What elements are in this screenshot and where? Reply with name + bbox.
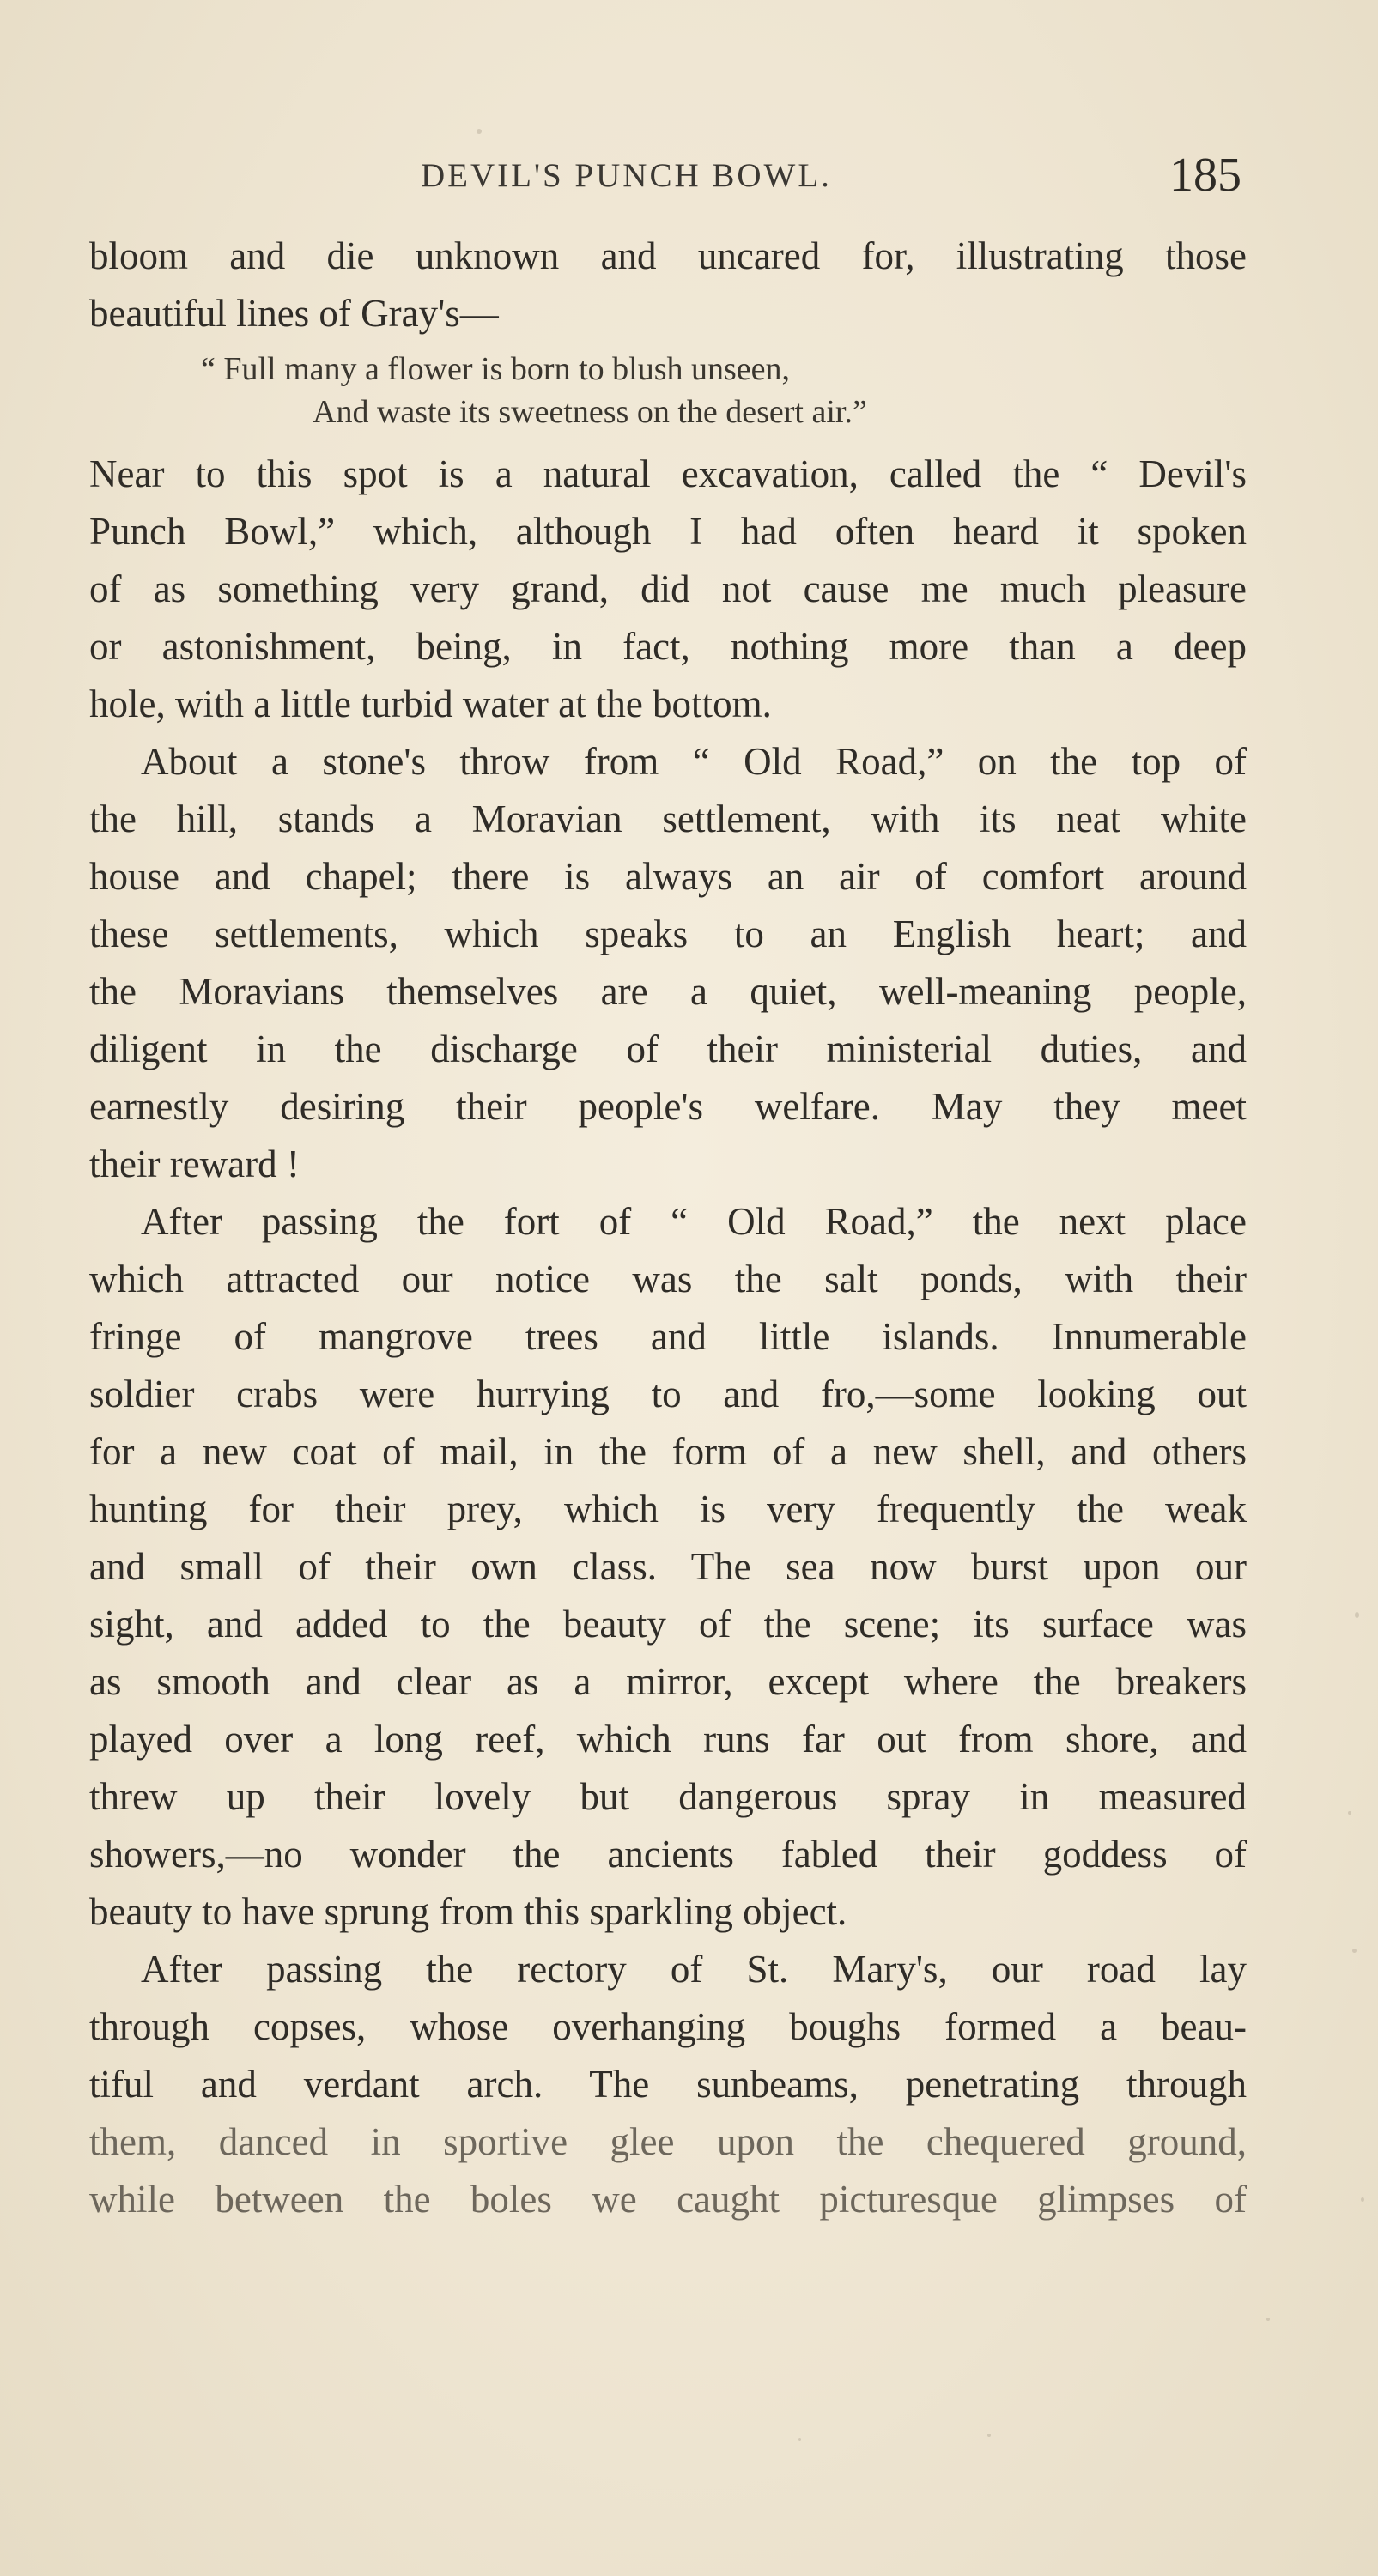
page-number: 185	[1169, 148, 1241, 202]
text-line: After passing the fort of “ Old Road,” the next place	[141, 1200, 1247, 1243]
text-line: hole, with a little turbid water at the bottom.	[89, 682, 772, 725]
text-line: or astonishment, being, in fact, nothing more than a deep	[89, 625, 1247, 668]
paragraph-3	[89, 733, 1247, 1193]
text-line: After passing the rectory of St. Mary's, our road lay	[141, 1948, 1247, 1991]
verse-line: “ Full many a flower is born to blush unseen,	[201, 351, 791, 387]
text-line: them, danced in sportive glee upon the chequered ground,	[89, 2120, 1247, 2163]
text-line: house and chapel; there is always an air of comfort around	[89, 855, 1247, 898]
paper-speck	[1361, 2197, 1364, 2202]
text-line: sight, and added to the beauty of the scene; its surface was	[89, 1603, 1247, 1646]
text-line: for a new coat of mail, in the form of a new shell, and others	[89, 1430, 1247, 1473]
paragraph-1	[89, 227, 1247, 342]
text-line: tiful and verdant arch. The sunbeams, penetrating through	[89, 2063, 1247, 2106]
body-text	[89, 227, 1247, 2228]
text-line: which attracted our notice was the salt ponds, with their	[89, 1258, 1247, 1300]
text-line: Punch Bowl,” which, although I had often heard it spoken	[89, 510, 1247, 553]
paper-speck	[987, 2434, 991, 2437]
text-line: played over a long reef, which runs far out from shore, and	[89, 1718, 1247, 1761]
paper-speck	[477, 129, 482, 134]
paper-speck	[1266, 2318, 1270, 2321]
text-line: soldier crabs were hurrying to and fro,—some looking out	[89, 1373, 1247, 1415]
verse-line: And waste its sweetness on the desert air.”	[313, 394, 867, 430]
text-line: Near to this spot is a natural excavation, called the “ Devil's	[89, 452, 1247, 495]
text-line: their reward !	[89, 1143, 300, 1185]
page-header	[0, 148, 1378, 213]
paragraph-4	[89, 1193, 1247, 1941]
text-line: fringe of mangrove trees and little islands. Innumerable	[89, 1315, 1247, 1358]
text-line: earnestly desiring their people's welfare. May they meet	[89, 1085, 1247, 1128]
text-line: beautiful lines of Gray's—	[89, 292, 499, 335]
text-line: threw up their lovely but dangerous spray in measured	[89, 1775, 1247, 1818]
text-line: the Moravians themselves are a quiet, well-meaning people,	[89, 970, 1247, 1013]
text-line: of as something very grand, did not cause me much pleasure	[89, 567, 1247, 610]
text-line: bloom and die unknown and uncared for, illustrating those	[89, 234, 1247, 277]
text-line: hunting for their prey, which is very frequently the weak	[89, 1488, 1247, 1530]
text-line: About a stone's throw from “ Old Road,” on the top of	[141, 740, 1247, 783]
quoted-verse	[89, 342, 1247, 445]
paper-speck	[1348, 1811, 1351, 1815]
paper-speck	[1352, 1949, 1357, 1953]
paper-speck	[1355, 1612, 1359, 1618]
text-line: diligent in the discharge of their ministerial duties, and	[89, 1027, 1247, 1070]
text-line: beauty to have sprung from this sparkling object.	[89, 1890, 847, 1933]
text-line: and small of their own class. The sea now burst upon our	[89, 1545, 1247, 1588]
text-line: through copses, whose overhanging boughs formed a beau-	[89, 2005, 1247, 2048]
paper-speck	[798, 2438, 801, 2441]
paragraph-2	[89, 445, 1247, 733]
text-line: as smooth and clear as a mirror, except where the breakers	[89, 1660, 1247, 1703]
text-line: while between the boles we caught picturesque glimpses of	[89, 2178, 1247, 2221]
text-line: these settlements, which speaks to an English heart; and	[89, 912, 1247, 955]
paragraph-5	[89, 1941, 1247, 2228]
text-line: showers,—no wonder the ancients fabled their goddess of	[89, 1833, 1247, 1876]
running-head: DEVIL'S PUNCH BOWL.	[421, 157, 832, 194]
text-line: the hill, stands a Moravian settlement, with its neat white	[89, 797, 1247, 840]
